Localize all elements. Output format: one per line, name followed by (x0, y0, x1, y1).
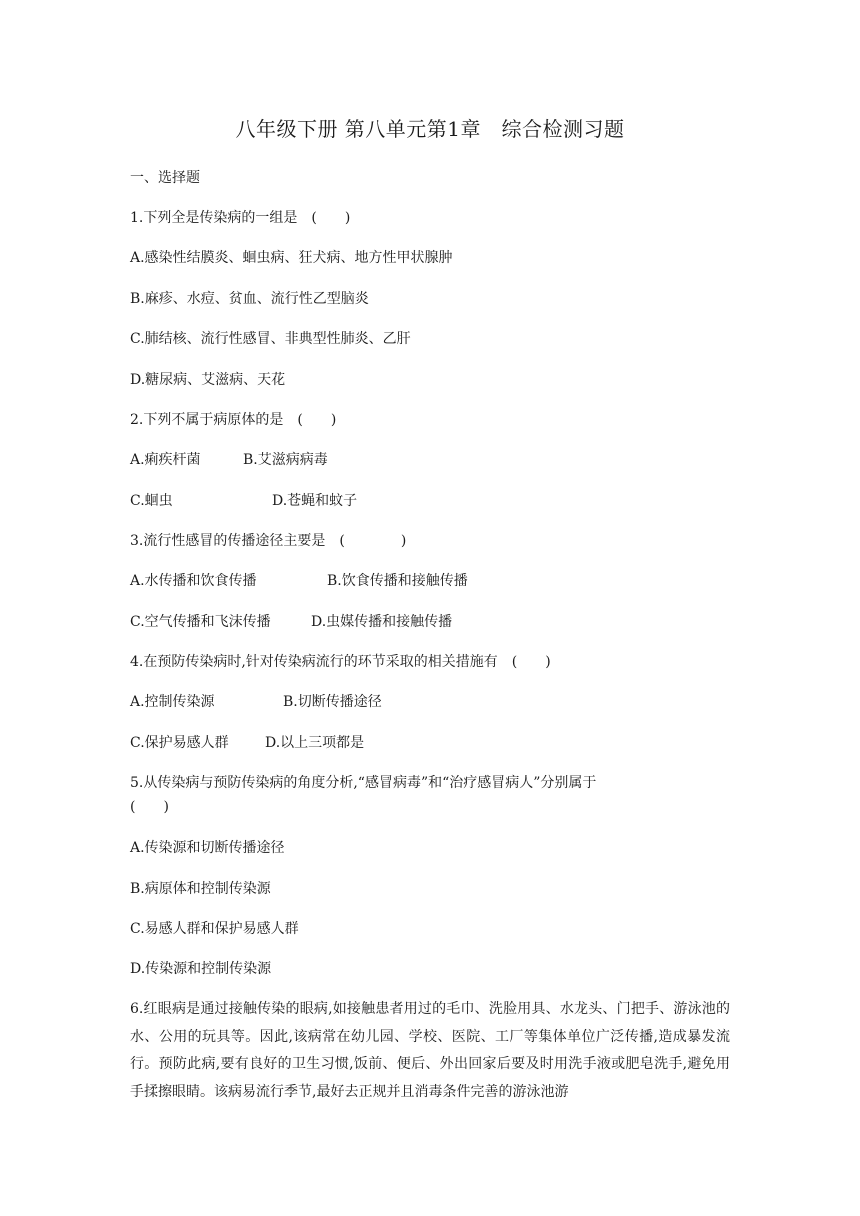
question-4-option-b: B.切断传播途径 (283, 694, 382, 710)
question-3-option-a: A.水传播和饮食传播 (130, 573, 257, 589)
question-5-stem: 5.从传染病与预防传染病的角度分析,“感冒病毒”和“治疗感冒病人”分别属于 (130, 775, 597, 791)
question-3-row-2 (130, 612, 530, 632)
question-2-option-c: C.蛔虫 (130, 493, 173, 509)
question-5-option-a: A.传染源和切断传播途径 (130, 840, 285, 856)
question-3-option-b: B.饮食传播和接触传播 (327, 573, 468, 589)
question-3-option-d: D.虫媒传播和接触传播 (311, 614, 453, 630)
question-4-option-c: C.保护易感人群 (130, 735, 229, 751)
question-1-stem: 1.下列全是传染病的一组是 ( ) (130, 210, 351, 226)
question-4-row-1 (130, 692, 530, 712)
question-3-option-c: C.空气传播和飞沫传播 (130, 614, 271, 630)
question-4-option-a: A.控制传染源 (130, 694, 215, 710)
question-3-stem: 3.流行性感冒的传播途径主要是 ( ) (130, 533, 407, 549)
question-4-option-d: D.以上三项都是 (265, 735, 365, 751)
question-1-option-c: C.肺结核、流行性感冒、非典型性肺炎、乙肝 (130, 331, 411, 347)
question-6-stem: 6.红眼病是通过接触传染的眼病,如接触患者用过的毛巾、洗脸用具、水龙头、门把手、游泳池的水、公用的玩具等。因此,该病常在幼儿园、学校、医院、工厂等集体单位广泛传播,造成暴发流行。预防此病,要有良好的卫生习惯,饭前、便后、外出回家后要及时用洗手液或肥皂洗手,避免用手揉擦眼睛。该病易流行季节,最好去正规并且消毒条件完善的游泳池游 (130, 1001, 730, 1100)
question-2-option-b: B.艾滋病病毒 (243, 452, 328, 468)
question-5-option-b: B.病原体和控制传染源 (130, 881, 271, 897)
question-2-option-d: D.苍蝇和蚊子 (272, 493, 358, 509)
question-2-option-a: A.痢疾杆菌 (130, 452, 201, 468)
question-3-row-1 (130, 571, 530, 591)
question-5-stem-continued: ( ) (130, 799, 169, 815)
question-2-stem: 2.下列不属于病原体的是 ( ) (130, 412, 337, 428)
question-2-row-2 (130, 491, 530, 511)
question-5-option-c: C.易感人群和保护易感人群 (130, 921, 299, 937)
question-1-option-b: B.麻疹、水痘、贫血、流行性乙型脑炎 (130, 291, 369, 307)
question-1-option-d: D.糖尿病、艾滋病、天花 (130, 372, 286, 388)
question-4-row-2 (130, 733, 530, 753)
question-1-option-a: A.感染性结膜炎、蛔虫病、狂犬病、地方性甲状腺肿 (130, 250, 453, 266)
section-heading: 一、选择题 (130, 170, 200, 186)
page-title: 八年级下册 第八单元第1章 综合检测习题 (235, 117, 625, 141)
question-2-row-1 (130, 450, 530, 470)
question-4-stem: 4.在预防传染病时,针对传染病流行的环节采取的相关措施有 ( ) (130, 654, 551, 670)
question-5-option-d: D.传染源和控制传染源 (130, 961, 272, 977)
